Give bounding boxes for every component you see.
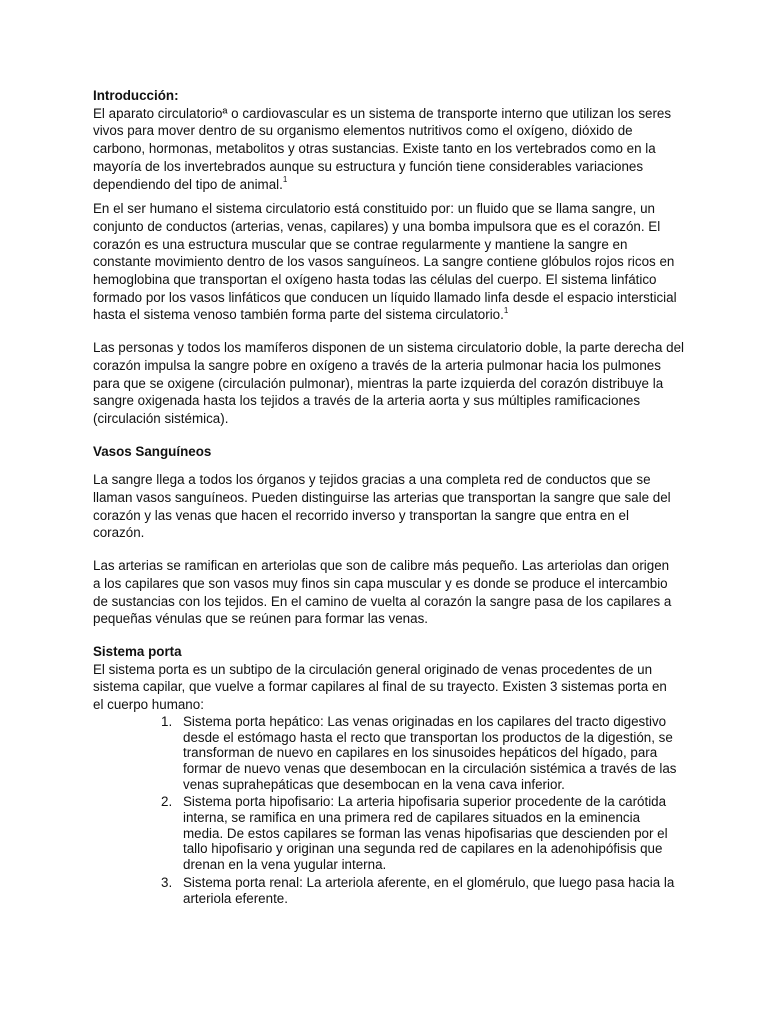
list-item-number: 1. (161, 713, 173, 729)
intro-paragraph-1-text: El aparato circulatorioª o cardiovascular es un sistema de transporte interno que utilizan los seres vivos para mover dentro de su organismo elementos nutritivos como el oxígeno, dióxido de carbono, hormonas, metabolitos y otras sustancias. Existe tanto en los vertebrados como en la mayoría de los invertebrados aunque su estructura y función tiene considerables variaciones dependiendo del tipo de animal. (93, 105, 672, 192)
list-item-text: Sistema porta hipofisario: La arteria hipofisaria superior procedente de la carótida interna, se ramifica en una primera red de capilares situados en la eminencia media. De estos capilares se forman las venas hipofisarias que descienden por el tallo hipofisario y originan una segunda red de capilares en la adenohipófisis que drenan en la vena yugular interna. (183, 794, 668, 873)
intro-paragraph-3: Las personas y todos los mamíferos disponen de un sistema circulatorio doble, la parte derecha del corazón impulsa la sangre pobre en oxígeno a través de la arteria pulmonar hacia los pulmones para que se oxigene (circulación pulmonar), mientras la parte izquierda del corazón distribuye la sangre oxigenada hasta los tejidos a través de la arteria aorta y sus múltiples ramificaciones (circulación sistémica). (93, 340, 685, 426)
porta-paragraph-1: El sistema porta es un subtipo de la circulación general originado de venas procedentes de un sistema capilar, que vuelve a formar capilares al final de su trayecto. Existen 3 sistemas porta en el cuerpo humano: (93, 661, 667, 713)
porta-heading: Sistema porta (93, 643, 182, 659)
vasos-paragraph-2: Las arterias se ramifican en arteriolas que son de calibre más pequeño. Las arteriolas dan origen a los capilares que son vasos muy finos sin capa muscular y es donde se produce el intercambio de sustancias con los tejidos. En el camino de vuelta al corazón la sangre pasa de los capilares a pequeñas vénulas que se reúnen para formar las venas. (93, 558, 672, 627)
list-item (93, 794, 678, 873)
intro-heading: Introducción: (93, 88, 179, 103)
list-item-number: 2. (161, 794, 173, 810)
list-item-text: Sistema porta hepático: Las venas originadas en los capilares del tracto digestivo desde el estómago hasta el recto que transportan los productos de la digestión, se transforman de nuevo en capilares en los sinusoides hepáticos del hígado, para formar de nuevo venas que desembocan en la circulación sistémica a través de las venas suprahepáticas que desembocan en la vena cava inferior. (183, 713, 677, 792)
vasos-paragraph-1: La sangre llega a todos los órganos y tejidos gracias a una completa red de conductos que se llaman vasos sanguíneos. Pueden distinguirse las arterias que transportan la sangre que sale del corazón y las venas que hacen el recorrido inverso y transportan la sangre que entra en el corazón. (93, 472, 671, 541)
list-item-number: 3. (161, 874, 173, 890)
vasos-heading: Vasos Sanguíneos (93, 443, 212, 459)
list-item (93, 714, 678, 793)
intro-paragraph-1 (93, 105, 678, 194)
document-page (93, 87, 685, 906)
porta-list (93, 714, 678, 906)
intro-paragraph-2 (93, 200, 678, 324)
list-item (93, 875, 678, 906)
intro-paragraph-2-text: En el ser humano el sistema circulatorio está constituido por: un fluido que se llama sangre, un conjunto de conductos (arterias, venas, capilares) y una bomba impulsora que es el corazón. El corazón es una estructura muscular que se contrae regularmente y mantiene la sangre en constante movimiento dentro de los vasos sanguíneos. La sangre contiene glóbulos rojos ricos en hemoglobina que transportan el oxígeno hasta todas las células del cuerpo. El sistema linfático formado por los vasos linfáticos que conducen un líquido llamado linfa desde el espacio intersticial hasta el sistema venoso también forma parte del sistema circulatorio. (93, 201, 677, 323)
list-item-text: Sistema porta renal: La arteriola aferente, en el glomérulo, que luego pasa hacia la arteriola eferente. (183, 874, 675, 906)
footnote-ref: 1 (503, 305, 509, 315)
footnote-ref: 1 (282, 175, 288, 185)
